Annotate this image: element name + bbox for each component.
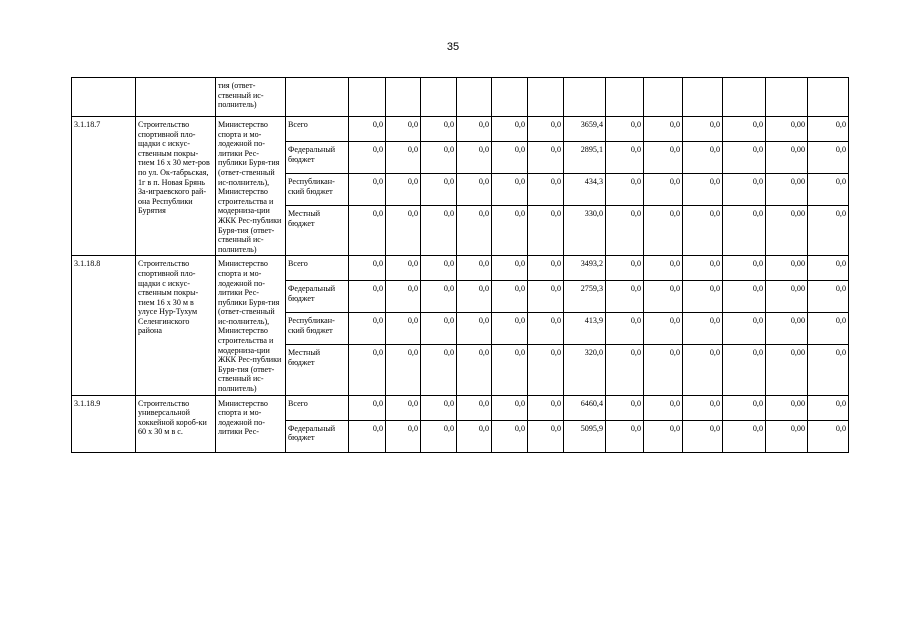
value-cell: 0,0 <box>457 142 492 174</box>
value-cell: 0,0 <box>349 174 386 206</box>
name-cell: Строительство спортивной пло-щадки с искус-ственным покры-тием 16 х 30 м в улусе Нур-Тухум Селенгинского района <box>136 256 216 395</box>
value-cell: 320,0 <box>564 345 606 395</box>
value-cell: 0,0 <box>457 281 492 313</box>
value-cell: 3493,2 <box>564 256 606 281</box>
value-cell: 0,0 <box>528 395 564 420</box>
code-cell: 3.1.18.7 <box>72 117 136 256</box>
value-cell: 434,3 <box>564 174 606 206</box>
value-cell <box>528 78 564 117</box>
value-cell: 0,0 <box>349 313 386 345</box>
value-cell: 0,00 <box>766 256 808 281</box>
value-cell: 0,0 <box>683 206 723 256</box>
value-cell: 0,0 <box>606 395 644 420</box>
value-cell: 0,00 <box>766 345 808 395</box>
value-cell: 0,0 <box>723 281 766 313</box>
name-cell <box>136 78 216 117</box>
value-cell: 6460,4 <box>564 395 606 420</box>
value-cell: 0,0 <box>808 395 849 420</box>
value-cell: 0,0 <box>492 256 528 281</box>
source-cell: Федеральный бюджет <box>286 420 349 452</box>
value-cell: 0,0 <box>683 345 723 395</box>
value-cell: 0,0 <box>606 117 644 142</box>
value-cell: 0,0 <box>723 256 766 281</box>
value-cell: 0,0 <box>457 420 492 452</box>
value-cell: 0,0 <box>421 345 457 395</box>
value-cell: 0,0 <box>644 345 683 395</box>
value-cell: 0,0 <box>492 174 528 206</box>
value-cell: 0,0 <box>386 174 421 206</box>
value-cell: 0,0 <box>644 420 683 452</box>
value-cell: 0,0 <box>606 420 644 452</box>
value-cell: 0,0 <box>606 174 644 206</box>
value-cell: 5095,9 <box>564 420 606 452</box>
source-cell: Республикан-ский бюджет <box>286 174 349 206</box>
value-cell: 0,0 <box>808 256 849 281</box>
value-cell <box>492 78 528 117</box>
value-cell: 0,0 <box>349 420 386 452</box>
executor-cell: тия (ответ-ственный ис-полнитель) <box>216 78 286 117</box>
value-cell: 0,0 <box>723 142 766 174</box>
value-cell <box>386 78 421 117</box>
value-cell: 0,0 <box>421 117 457 142</box>
source-cell: Федеральный бюджет <box>286 142 349 174</box>
value-cell: 0,0 <box>457 174 492 206</box>
value-cell: 0,0 <box>349 345 386 395</box>
value-cell: 0,0 <box>386 117 421 142</box>
value-cell: 0,0 <box>644 117 683 142</box>
value-cell <box>349 78 386 117</box>
value-cell: 0,0 <box>606 206 644 256</box>
value-cell: 0,0 <box>528 117 564 142</box>
value-cell: 0,0 <box>457 313 492 345</box>
value-cell: 0,0 <box>457 345 492 395</box>
value-cell: 0,0 <box>683 256 723 281</box>
value-cell: 0,0 <box>808 281 849 313</box>
value-cell: 0,0 <box>606 256 644 281</box>
value-cell: 0,0 <box>421 281 457 313</box>
value-cell: 0,0 <box>808 345 849 395</box>
value-cell: 0,0 <box>808 420 849 452</box>
value-cell: 0,0 <box>386 345 421 395</box>
value-cell: 2895,1 <box>564 142 606 174</box>
value-cell: 0,0 <box>528 420 564 452</box>
value-cell: 0,0 <box>683 142 723 174</box>
value-cell <box>421 78 457 117</box>
page-number: 35 <box>446 41 460 53</box>
value-cell <box>286 78 349 117</box>
value-cell: 0,00 <box>766 142 808 174</box>
value-cell: 0,0 <box>644 256 683 281</box>
value-cell: 0,00 <box>766 420 808 452</box>
value-cell: 0,0 <box>644 142 683 174</box>
table-row-continuation <box>72 78 849 117</box>
name-cell: Строительство универсальной хоккейной короб-ки 60 х 30 м в с. <box>136 395 216 452</box>
value-cell: 0,0 <box>723 313 766 345</box>
value-cell: 0,0 <box>606 142 644 174</box>
value-cell: 0,0 <box>421 174 457 206</box>
value-cell: 0,0 <box>528 281 564 313</box>
value-cell: 0,0 <box>683 420 723 452</box>
value-cell: 0,0 <box>528 142 564 174</box>
executor-cell: Министерство спорта и мо-лодежной по-литики Рес-публики Буря-тия (ответ-ственный ис-полнитель), Министерство строительства и модерниза-ции ЖКК Рес-публики Буря-тия (ответ-ственный ис-полнитель) <box>216 256 286 395</box>
value-cell: 0,0 <box>349 256 386 281</box>
value-cell: 0,0 <box>644 395 683 420</box>
value-cell <box>766 78 808 117</box>
value-cell: 0,0 <box>421 395 457 420</box>
value-cell: 0,0 <box>808 174 849 206</box>
value-cell: 0,0 <box>723 345 766 395</box>
value-cell: 0,0 <box>528 313 564 345</box>
executor-cell: Министерство спорта и мо-лодежной по-литики Рес-публики Буря-тия (ответ-ственный ис-полнитель), Министерство строительства и модерниза-ции ЖКК Рес-публики Буря-тия (ответ-ственный ис-полнитель) <box>216 117 286 256</box>
table-row <box>72 117 849 142</box>
value-cell: 0,0 <box>808 117 849 142</box>
value-cell: 0,0 <box>683 313 723 345</box>
value-cell: 3659,4 <box>564 117 606 142</box>
value-cell: 0,0 <box>606 345 644 395</box>
value-cell: 0,0 <box>723 117 766 142</box>
value-cell: 0,00 <box>766 281 808 313</box>
value-cell: 0,0 <box>386 142 421 174</box>
value-cell: 0,0 <box>421 256 457 281</box>
value-cell: 0,0 <box>492 281 528 313</box>
value-cell: 0,0 <box>528 206 564 256</box>
value-cell: 0,0 <box>492 206 528 256</box>
value-cell: 0,0 <box>421 142 457 174</box>
value-cell: 0,0 <box>808 206 849 256</box>
code-cell: 3.1.18.8 <box>72 256 136 395</box>
value-cell: 0,0 <box>644 313 683 345</box>
value-cell: 0,0 <box>723 206 766 256</box>
source-cell: Местный бюджет <box>286 345 349 395</box>
value-cell: 0,0 <box>683 117 723 142</box>
value-cell: 0,0 <box>421 420 457 452</box>
budget-table <box>71 77 849 453</box>
value-cell: 0,0 <box>683 395 723 420</box>
value-cell: 0,00 <box>766 117 808 142</box>
value-cell <box>606 78 644 117</box>
value-cell: 0,0 <box>683 281 723 313</box>
value-cell: 0,0 <box>723 420 766 452</box>
value-cell: 0,0 <box>421 313 457 345</box>
value-cell: 0,0 <box>492 395 528 420</box>
value-cell: 0,0 <box>457 117 492 142</box>
value-cell: 0,0 <box>349 281 386 313</box>
value-cell: 0,0 <box>492 313 528 345</box>
value-cell: 0,0 <box>386 313 421 345</box>
source-cell: Республикан-ский бюджет <box>286 313 349 345</box>
value-cell: 0,0 <box>683 174 723 206</box>
value-cell: 0,00 <box>766 174 808 206</box>
value-cell: 0,0 <box>606 281 644 313</box>
value-cell: 0,0 <box>723 174 766 206</box>
source-cell: Всего <box>286 117 349 142</box>
code-cell: 3.1.18.9 <box>72 395 136 452</box>
source-cell: Всего <box>286 395 349 420</box>
value-cell: 0,0 <box>492 117 528 142</box>
value-cell: 0,0 <box>349 142 386 174</box>
value-cell: 0,0 <box>492 420 528 452</box>
name-cell: Строительство спортивной пло-щадки с искус-ственным покры-тием 16 х 30 мет-ров по ул. Ок-табрьская, 1г в п. Новая Брянь За-играевского рай-она Республики Бурятия <box>136 117 216 256</box>
source-cell: Всего <box>286 256 349 281</box>
value-cell: 0,0 <box>528 345 564 395</box>
executor-cell: Министерство спорта и мо-лодежной по-литики Рес- <box>216 395 286 452</box>
value-cell: 0,00 <box>766 313 808 345</box>
value-cell <box>564 78 606 117</box>
source-cell: Местный бюджет <box>286 206 349 256</box>
value-cell: 0,0 <box>457 256 492 281</box>
value-cell: 0,0 <box>421 206 457 256</box>
value-cell: 0,00 <box>766 206 808 256</box>
value-cell: 0,0 <box>644 174 683 206</box>
value-cell <box>808 78 849 117</box>
value-cell: 0,0 <box>528 256 564 281</box>
value-cell: 0,00 <box>766 395 808 420</box>
value-cell: 0,0 <box>386 281 421 313</box>
value-cell <box>723 78 766 117</box>
value-cell: 0,0 <box>528 174 564 206</box>
value-cell: 0,0 <box>349 117 386 142</box>
code-cell <box>72 78 136 117</box>
value-cell: 0,0 <box>492 345 528 395</box>
value-cell: 0,0 <box>386 256 421 281</box>
value-cell <box>644 78 683 117</box>
value-cell: 0,0 <box>723 395 766 420</box>
table-row <box>72 395 849 420</box>
value-cell: 0,0 <box>349 395 386 420</box>
table-row <box>72 256 849 281</box>
value-cell: 0,0 <box>644 206 683 256</box>
value-cell <box>683 78 723 117</box>
value-cell: 0,0 <box>644 281 683 313</box>
value-cell: 330,0 <box>564 206 606 256</box>
value-cell: 413,9 <box>564 313 606 345</box>
value-cell: 0,0 <box>606 313 644 345</box>
value-cell: 0,0 <box>457 395 492 420</box>
value-cell: 0,0 <box>386 395 421 420</box>
value-cell: 0,0 <box>808 313 849 345</box>
value-cell: 2759,3 <box>564 281 606 313</box>
source-cell: Федеральный бюджет <box>286 281 349 313</box>
value-cell <box>457 78 492 117</box>
value-cell: 0,0 <box>457 206 492 256</box>
value-cell: 0,0 <box>349 206 386 256</box>
value-cell: 0,0 <box>492 142 528 174</box>
value-cell: 0,0 <box>386 420 421 452</box>
value-cell: 0,0 <box>808 142 849 174</box>
value-cell: 0,0 <box>386 206 421 256</box>
